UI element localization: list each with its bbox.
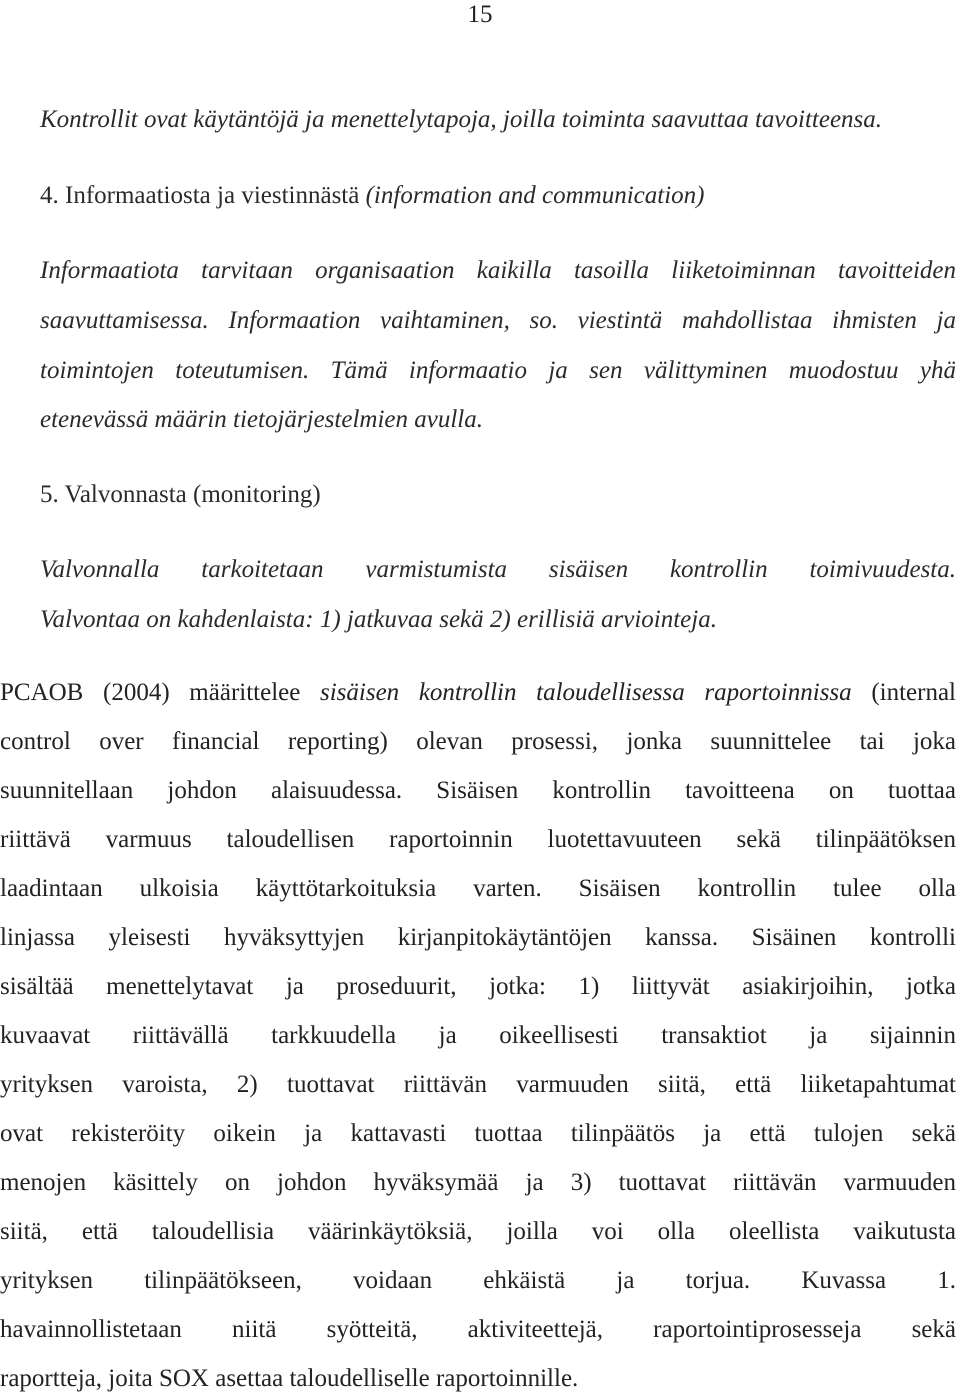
- section-4-heading-text: 4. Informaatiosta ja viestinnästä: [40, 182, 360, 209]
- section-4-heading: [40, 181, 704, 211]
- paragraph-line: sisältää menettelytavat ja proseduurit, jotka: 1) liittyvät asiakirjoihin, jotka: [0, 973, 956, 1000]
- paragraph-line: havainnollistetaan niitä syötteitä, aktiviteettejä, raportointiprosesseja sekä: [0, 1316, 956, 1343]
- paragraph-line: laadintaan ulkoisia käyttötarkoituksia varten. Sisäisen kontrollin tulee olla: [0, 875, 956, 902]
- paragraph-line: menojen käsittely on johdon hyväksymää ja 3) tuottavat riittävän varmuuden: [0, 1169, 956, 1196]
- paragraph-line-start: PCAOB (2004) määrittelee: [0, 679, 320, 706]
- paragraph-line-end: (internal: [851, 679, 956, 706]
- section-5-line: Valvonnalla tarkoitetaan varmistumista sisäisen kontrollin toimivuudesta.: [40, 556, 956, 583]
- paragraph-last-line: raportteja, joita SOX asettaa taloudelliselle raportoinnille.: [0, 1365, 579, 1392]
- paragraph-line: suunnitellaan johdon alaisuudessa. Sisäisen kontrollin tavoitteena on tuottaa: [0, 777, 956, 804]
- paragraph-line: control over financial reporting) olevan prosessi, jonka suunnittelee tai joka: [0, 728, 956, 755]
- paragraph-line: yrityksen varoista, 2) tuottavat riittävän varmuuden siitä, että liiketapahtumat: [0, 1071, 956, 1098]
- paragraph-line: kuvaavat riittävällä tarkkuudella ja oikeellisesti transaktiot ja sijainnin: [0, 1022, 956, 1049]
- paragraph-line: riittävä varmuus taloudellisen raportoinnin luotettavuuteen sekä tilinpäätöksen: [0, 826, 956, 853]
- paragraph-first-line: [0, 678, 956, 708]
- paragraph-line: ovat rekisteröity oikein ja kattavasti tuottaa tilinpäätös ja että tulojen sekä: [0, 1120, 956, 1147]
- section-4-heading-english: (information and communication): [365, 182, 705, 209]
- paragraph-line: siitä, että taloudellisia väärinkäytöksiä, joilla voi olla oleellista vaikutusta: [0, 1218, 956, 1245]
- paragraph-term-italic: sisäisen kontrollin taloudellisessa raportoinnissa: [320, 679, 852, 706]
- paragraph-line: linjassa yleisesti hyväksyttyjen kirjanpitokäytäntöjen kanssa. Sisäinen kontrolli: [0, 924, 956, 951]
- section-4-line: toimintojen toteutumisen. Tämä informaatio ja sen välittyminen muodostuu yhä: [40, 357, 956, 384]
- paragraph-line: yrityksen tilinpäätökseen, voidaan ehkäistä ja torjua. Kuvassa 1.: [0, 1267, 956, 1294]
- section-5-line: Valvontaa on kahdenlaista: 1) jatkuvaa sekä 2) erillisiä arviointeja.: [40, 606, 717, 633]
- section-4-line: etenevässä määrin tietojärjestelmien avulla.: [40, 406, 483, 433]
- section-4-line: saavuttamisessa. Informaation vaihtaminen, so. viestintä mahdollistaa ihmisten ja: [40, 307, 956, 334]
- intro-line: Kontrollit ovat käytäntöjä ja menettelytapoja, joilla toiminta saavuttaa tavoitteensa.: [40, 106, 883, 133]
- section-5-heading: 5. Valvonnasta (monitoring): [40, 481, 321, 508]
- page-number: 15: [467, 1, 493, 28]
- section-4-line: Informaatiota tarvitaan organisaation kaikilla tasoilla liiketoiminnan tavoitteiden: [40, 257, 956, 284]
